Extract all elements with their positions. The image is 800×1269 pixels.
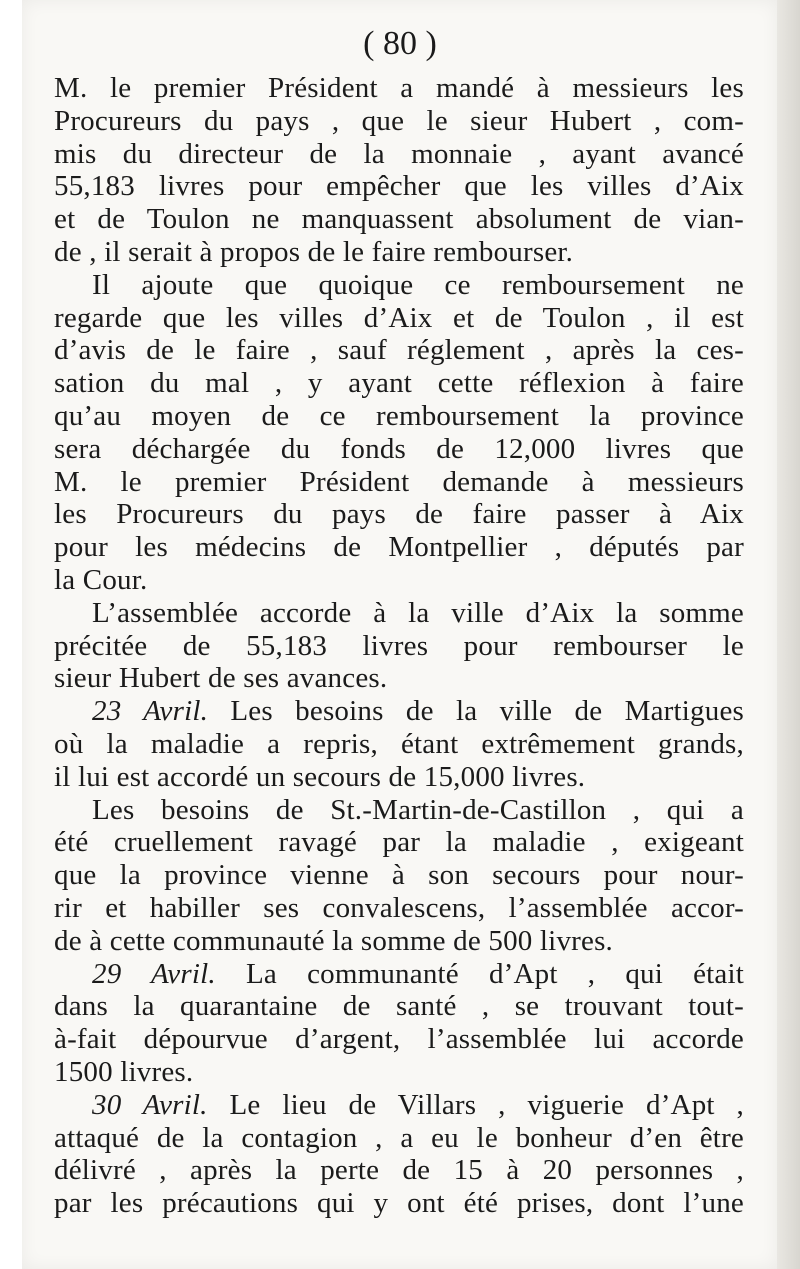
- text-line: pour les médecins de Montpellier , députés par: [54, 531, 744, 564]
- text-line: qu’au moyen de ce remboursement la province: [54, 399, 744, 432]
- text-line: la Cour.: [54, 563, 148, 596]
- text-line: 55,183 livres pour empêcher que les villes d’Aix: [54, 170, 744, 203]
- text-line-dated: [54, 958, 744, 991]
- text-line: sera déchargée du fonds de 12,000 livres que: [54, 432, 744, 465]
- text-line: L’assemblée accorde à la ville d’Aix la somme: [92, 596, 744, 629]
- text-line: Le lieu de Villars , viguerie d’Apt ,: [229, 1088, 744, 1121]
- text-line: M. le premier Président demande à messieurs: [54, 465, 744, 498]
- text-line: M. le premier Président a mandé à messieurs les: [54, 72, 744, 104]
- text-line: délivré , après la perte de 15 à 20 personnes ,: [54, 1154, 744, 1187]
- text-line: regarde que les villes d’Aix et de Toulon , il est: [54, 301, 744, 334]
- text-line: Les besoins de St.-Martin-de-Castillon , qui a: [92, 793, 744, 826]
- text-line: sation du mal , y ayant cette réflexion à faire: [54, 367, 744, 400]
- text-line: Procureurs du pays , que le sieur Hubert , com-: [54, 104, 744, 137]
- text-line: sieur Hubert de ses avances.: [54, 662, 388, 695]
- text-line: et de Toulon ne manquassent absolument de vian-: [54, 203, 744, 236]
- text-line: dans la quarantaine de santé , se trouvant tout-: [54, 990, 744, 1023]
- text-line: à-fait dépourvue d’argent, l’assemblée lui accorde: [54, 1023, 744, 1056]
- text-line: rir et habiller ses convalescens, l’assemblée accor-: [54, 891, 744, 924]
- entry-date: 29 Avril.: [92, 957, 216, 990]
- text-line: mis du directeur de la monnaie , ayant avancé: [54, 137, 744, 170]
- text-line: été cruellement ravagé par la maladie , exigeant: [54, 826, 744, 859]
- text-line: 1500 livres.: [54, 1055, 194, 1088]
- text-line: par les précautions qui y ont été prises, dont l’une: [54, 1187, 744, 1220]
- text-line: il lui est accordé un secours de 15,000 livres.: [54, 760, 586, 793]
- text-line: Les besoins de la ville de Martigues: [230, 695, 744, 728]
- entry-date: 23 Avril.: [92, 695, 209, 728]
- text-line: de à cette communauté la somme de 500 livres.: [54, 924, 614, 957]
- text-line: La communanté d’Apt , qui était: [245, 957, 744, 990]
- text-line: attaqué de la contagion , a eu le bonheur d’en être: [54, 1121, 744, 1154]
- text-line: les Procureurs du pays de faire passer à Aix: [54, 498, 744, 531]
- page-number: ( 80 ): [363, 25, 437, 62]
- entry-date: 30 Avril.: [92, 1088, 208, 1121]
- text-line: d’avis de le faire , sauf réglement , après la ces-: [54, 334, 744, 367]
- text-line: précitée de 55,183 livres pour rembourser le: [54, 629, 744, 662]
- text-line-dated: [54, 695, 744, 728]
- text-line: où la maladie a repris, étant extrêmement grands,: [54, 727, 744, 760]
- text-line: Il ajoute que quoique ce remboursement ne: [92, 268, 744, 301]
- text-line: de , il serait à propos de le faire rembourser.: [54, 235, 574, 268]
- text-line-dated: [54, 1089, 744, 1122]
- page-edge: [777, 0, 800, 1269]
- text-line: que la province vienne à son secours pour nour-: [54, 859, 744, 892]
- page-text: [54, 72, 744, 1220]
